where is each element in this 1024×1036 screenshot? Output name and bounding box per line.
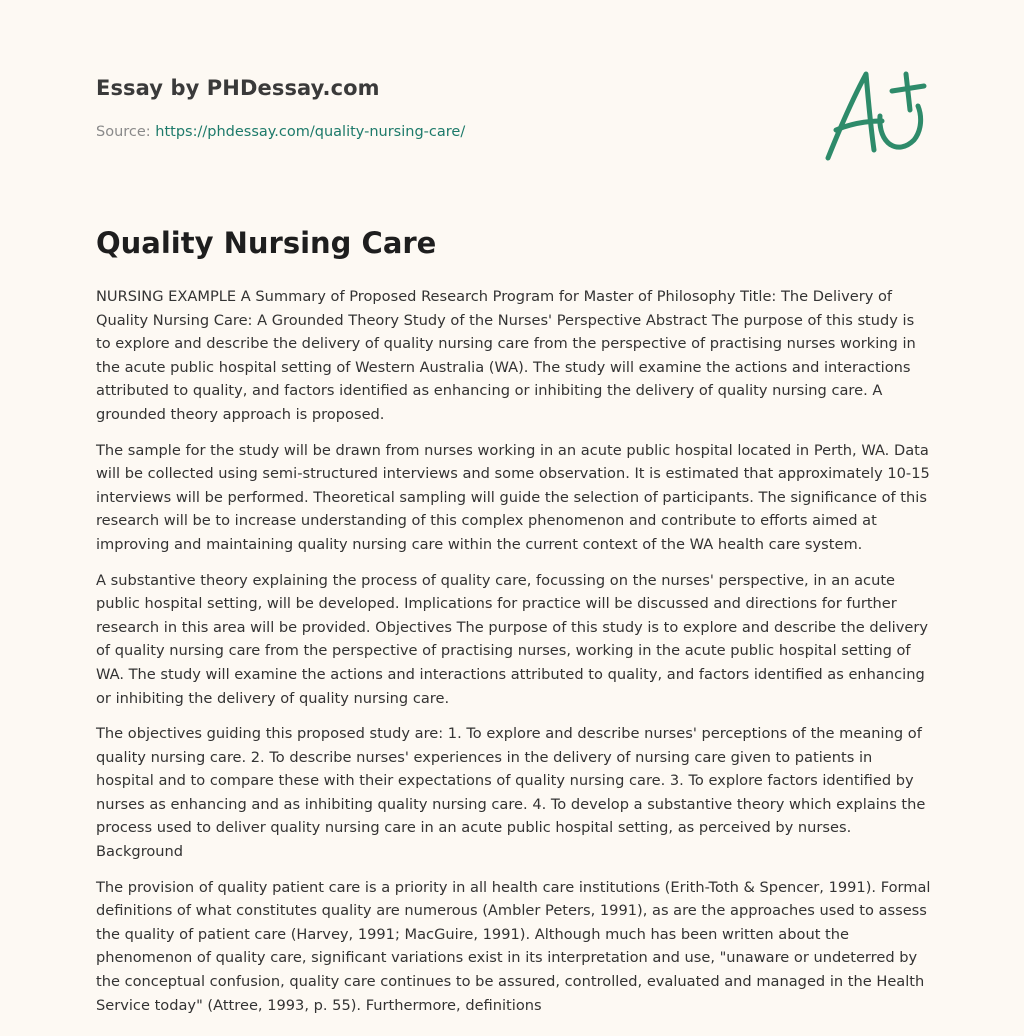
essay-body [96,285,932,1029]
source-line [96,124,465,140]
source-label: Source: [96,124,156,140]
paragraph: The sample for the study will be drawn from nurses working in an acute public hospital located in Perth, WA. Data will be collected using semi-structured interviews and some observation. It is estimated that approximately 10-15 interviews will be performed. Theoretical sampling will guide the selection of participants. The significance of this research will be to increase understanding of this complex phenomenon and contribute to efforts aimed at improving and maintaining quality nursing care within the current context of the WA health care system. [96,441,930,553]
site-brand: Essay by PHDessay.com [96,76,380,100]
source-link[interactable]: https://phdessay.com/quality-nursing-care/ [155,124,466,140]
paragraph: The objectives guiding this proposed study are: 1. To explore and describe nurses' perceptions of the meaning of quality nursing care. 2. To describe nurses' experiences in the delivery of nursing care given to patients in hospital and to compare these with their expectations of quality nursing care. 3. To explore factors identified by nurses as enhancing and as inhibiting quality nursing care. 4. To develop a substantive theory which explains the process used to deliver quality nursing care in an acute public hospital setting, as perceived by nurses. Background [96,725,926,861]
a-plus-icon [818,66,930,166]
paragraph: A substantive theory explaining the process of quality care, focussing on the nurses' perspective, in an acute public hospital setting, will be developed. Implications for practice will be discussed and directions for further research in this area will be provided. Objectives The purpose of this study is to explore and describe the delivery of quality nursing care from the perspective of practising nurses, working in the acute public hospital setting of WA. The study will examine the actions and interactions attributed to quality, and factors identified as enhancing or inhibiting the delivery of quality nursing care. [96,571,928,707]
paragraph: The provision of quality patient care is a priority in all health care institutions (Erith-Toth & Spencer, 1991). Formal definitions of what constitutes quality are numerous (Ambler Peters, 1991), as are the approaches used to assess the quality of patient care (Harvey, 1991; MacGuire, 1991). Although much has been written about the phenomenon of quality care, significant variations exist in its interpretation and use, "unaware or undeterred by the conceptual confusion, quality care continues to be assured, controlled, evaluated and managed in the Health Service today" (Attree, 1993, p. 55). Furthermore, definitions [96,878,931,1014]
paragraph: NURSING EXAMPLE A Summary of Proposed Research Program for Master of Philosophy Title: The Delivery of Quality Nursing Care: A Grounded Theory Study of the Nurses' Perspective Abstract The purpose of this study is to explore and describe the delivery of quality nursing care from the perspective of practising nurses working in the acute public hospital setting of Western Australia (WA). The study will examine the actions and interactions attributed to quality, and factors identified as enhancing or inhibiting the delivery of quality nursing care. A grounded theory approach is proposed. [96,288,916,423]
essay-title: Quality Nursing Care [96,226,437,260]
